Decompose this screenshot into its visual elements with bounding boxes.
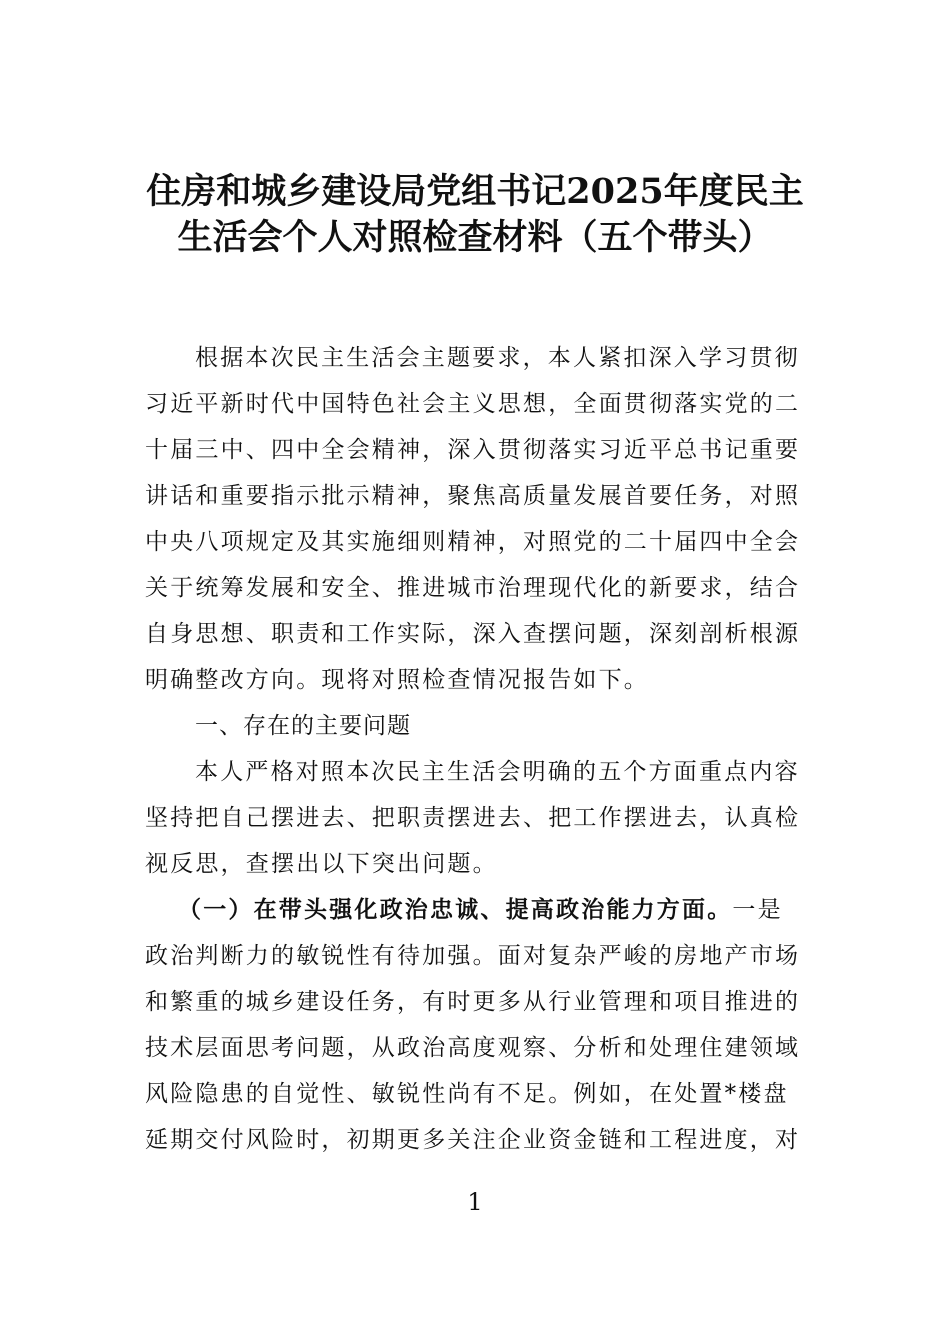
paragraph-1-line: 讲话和重要指示批示精神，聚焦高质量发展首要任务，对照 — [145, 483, 801, 509]
paragraph-1-line: 习近平新时代中国特色社会主义思想，全面贯彻落实党的二 — [145, 391, 801, 417]
paragraph-2-line: 本人严格对照本次民主生活会明确的五个方面重点内容 — [195, 759, 800, 785]
paragraph-3-line: 政治判断力的敏锐性有待加强。面对复杂严峻的房地产市场 — [145, 943, 801, 969]
page-number: 1 — [467, 1188, 483, 1216]
paragraph-3-line: 技术层面思考问题，从政治高度观察、分析和处理住建领域 — [145, 1035, 801, 1061]
paragraph-3-line: 延期交付风险时，初期更多关注企业资金链和工程进度，对 — [145, 1127, 801, 1153]
paragraph-3-first-line — [178, 895, 805, 925]
paragraph-3-line: 和繁重的城乡建设任务，有时更多从行业管理和项目推进的 — [145, 989, 801, 1015]
paragraph-1-line: 十届三中、四中全会精神，深入贯彻落实习近平总书记重要 — [145, 437, 801, 463]
section-heading-1: 一、存在的主要问题 — [195, 713, 411, 739]
paragraph-2-line: 视反思，查摆出以下突出问题。 — [145, 851, 498, 877]
paragraph-1-line: 明确整改方向。现将对照检查情况报告如下。 — [145, 667, 649, 693]
subsection-heading: （一）在带头强化政治忠诚、提高政治能力方面。 — [178, 896, 733, 923]
document-title-line-1: 住房和城乡建设局党组书记2025年度民主 — [146, 171, 804, 212]
paragraph-1-line: 根据本次民主生活会主题要求，本人紧扣深入学习贯彻 — [195, 345, 800, 371]
document-title-line-2: 生活会个人对照检查材料（五个带头） — [177, 217, 773, 258]
paragraph-1-line: 关于统筹发展和安全、推进城市治理现代化的新要求，结合 — [145, 575, 801, 601]
paragraph-3-lead: 一是 — [732, 897, 783, 923]
paragraph-2-line: 坚持把自己摆进去、把职责摆进去、把工作摆进去，认真检 — [145, 805, 801, 831]
paragraph-1-line: 中央八项规定及其实施细则精神，对照党的二十届四中全会 — [145, 529, 801, 555]
paragraph-3-line: 风险隐患的自觉性、敏锐性尚有不足。例如，在处置*楼盘 — [145, 1081, 789, 1107]
paragraph-1-line: 自身思想、职责和工作实际，深入查摆问题，深刻剖析根源 — [145, 621, 801, 647]
